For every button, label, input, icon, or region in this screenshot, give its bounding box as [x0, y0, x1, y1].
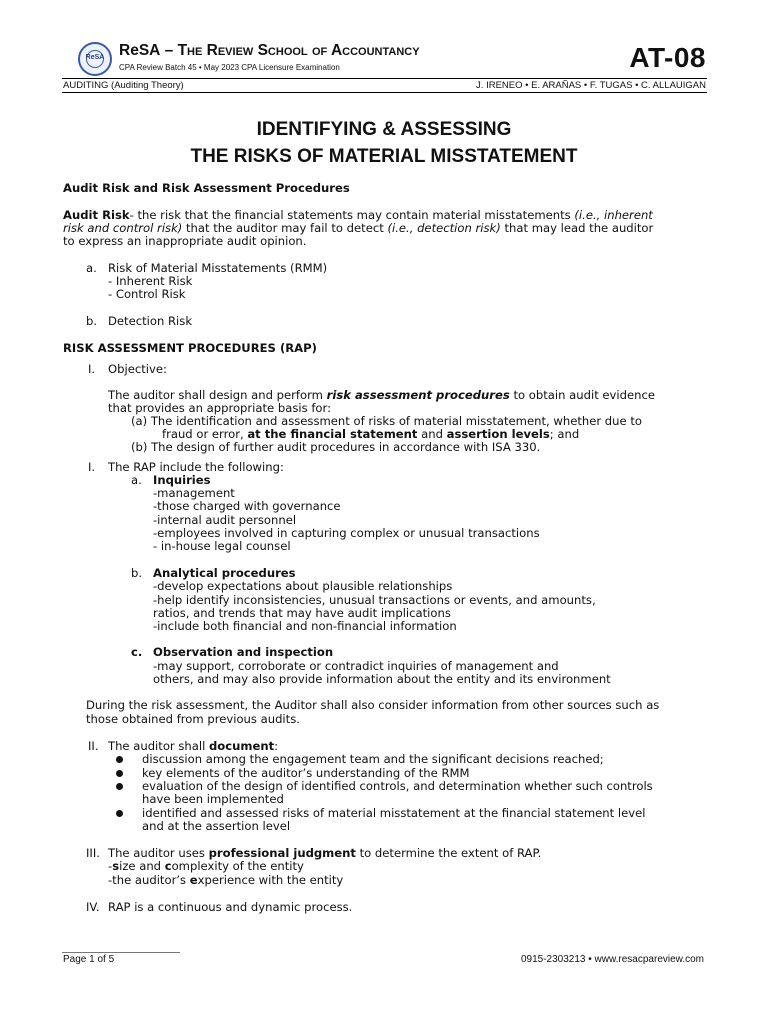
inquiries-item: -those charged with governance — [153, 499, 341, 513]
section-heading-audit-risk: Audit Risk and Risk Assessment Procedures — [63, 181, 350, 195]
doc-intro-colon: : — [274, 739, 279, 753]
during-assessment-line-1: During the risk assessment, the Auditor shall also consider information from other sources such as — [86, 698, 660, 712]
analytical-item: -help identify inconsistencies, unusual transactions or events, and amounts, — [153, 593, 596, 607]
document-bullet-item: evaluation of the design of identified controls, and determination whether such controls — [142, 779, 653, 793]
page-number: Page 1 of 5 — [63, 954, 115, 965]
subject-label: AUDITING (Auditing Theory) — [63, 80, 184, 91]
def-italic-3: (i.e., detection risk) — [387, 221, 501, 235]
title-line-1: IDENTIFYING & ASSESSING — [256, 119, 512, 140]
observation-marker: c. — [131, 645, 143, 659]
document-marker: II. — [88, 739, 99, 753]
doc-intro-text: The auditor shall — [108, 739, 209, 753]
judgment-marker: III. — [86, 846, 100, 860]
resa-logo — [78, 42, 112, 76]
item-a-rmm: Risk of Material Misstatements (RMM) — [108, 261, 328, 275]
judgment-sub-experience — [108, 874, 343, 887]
document-bullet-continuation: and at the assertion level — [142, 819, 291, 833]
section-heading-rap: RISK ASSESSMENT PROCEDURES (RAP) — [63, 341, 317, 355]
document-bullet-item: key elements of the auditor’s understanding of the RMM — [142, 766, 470, 780]
pj-bold: professional judgment — [208, 846, 356, 860]
def-italic-2: risk and control risk) — [63, 221, 183, 235]
obj-bold-rap: risk assessment procedures — [326, 388, 510, 402]
iv-text: RAP is a continuous and dynamic process. — [108, 900, 353, 914]
analytical-marker: b. — [131, 566, 143, 580]
obj-a2-text: fraud or error, — [162, 427, 248, 441]
document-bullet-item: identified and assessed risks of material misstatement at the financial statement level — [142, 806, 646, 820]
inquiries-item: -employees involved in capturing complex or unusual transactions — [153, 526, 540, 540]
pj-sub1-dash: - — [108, 859, 113, 873]
pj-sub2-end: xperience with the entity — [197, 873, 344, 887]
bullet-icon — [116, 783, 123, 790]
objective-item-a-line-1: (a) The identification and assessment of risks of material misstatement, whether due to — [131, 414, 642, 428]
rap-list-intro: The RAP include the following: — [108, 460, 284, 474]
school-name-rest: – The Review School of Accountancy — [160, 42, 420, 59]
header-rule-bottom — [62, 92, 707, 93]
pj-text-a: The auditor uses — [108, 846, 209, 860]
school-brand: ReSA — [119, 42, 161, 59]
logo-text: ReSA — [85, 54, 105, 61]
analytical-item: -include both financial and non-financial information — [153, 619, 457, 633]
inquiries-title: Inquiries — [153, 473, 211, 487]
doc-intro-bold: document — [209, 739, 275, 753]
header-rule-top — [62, 78, 707, 79]
obj-a2-bold-fs: at the financial statement — [247, 427, 418, 441]
analytical-item: -develop expectations about plausible relationships — [153, 579, 453, 593]
audit-risk-term: Audit Risk — [63, 208, 130, 222]
pj-sub1-c: c — [164, 859, 172, 873]
bullet-icon — [116, 810, 123, 817]
analytical-title: Analytical procedures — [153, 566, 296, 580]
item-a-marker: a. — [86, 261, 97, 275]
pj-sub1-end: omplexity of the entity — [171, 859, 304, 873]
observation-item: -may support, corroborate or contradict inquiries of management and — [153, 659, 559, 673]
bullet-icon — [116, 756, 123, 763]
during-assessment-line-2: those obtained from previous audits. — [86, 712, 300, 726]
objective-item-b: (b) The design of further audit procedures in accordance with ISA 330. — [131, 440, 541, 454]
obj-a2-bold-al: assertion levels — [446, 427, 550, 441]
objective-para-line-2: that provides an appropriate basis for: — [108, 401, 331, 415]
obj-text-b: to obtain audit evidence — [509, 388, 655, 402]
pj-sub1-s: s — [112, 859, 120, 873]
observation-item: others, and may also provide information about the entity and its environment — [153, 672, 611, 686]
obj-text-a: The auditor shall design and perform — [108, 388, 327, 402]
footer-contact: 0915-2303213 • www.resacpareview.com — [520, 954, 704, 965]
objective-marker: I. — [88, 362, 96, 376]
item-a-inherent-risk: - Inherent Risk — [108, 274, 193, 288]
observation-title: Observation and inspection — [153, 645, 334, 659]
authors-label: J. IRENEO • E. ARAÑAS • F. TUGAS • C. ALLAUIGAN — [476, 80, 706, 91]
inquiries-marker: a. — [131, 473, 142, 487]
title-line-2: THE RISKS OF MATERIAL MISSTATEMENT — [190, 146, 578, 167]
def-text-1: - the risk that the financial statements may contain material misstatements — [129, 208, 575, 222]
document-bullet-continuation: have been implemented — [142, 792, 284, 806]
pj-sub2-e: e — [189, 873, 198, 887]
document-code: AT-08 — [629, 42, 706, 73]
def-italic-1: (i.e., inherent — [574, 208, 653, 222]
inquiries-item: -management — [153, 486, 235, 500]
obj-a2-end: ; and — [549, 427, 580, 441]
item-a-control-risk: - Control Risk — [108, 287, 186, 301]
analytical-item: ratios, and trends that may have audit implications — [153, 606, 451, 620]
def-text-2: that the auditor may fail to detect — [182, 221, 388, 235]
obj-a2-and: and — [417, 427, 447, 441]
iv-marker: IV. — [86, 900, 100, 914]
item-b-marker: b. — [86, 314, 98, 328]
objective-label: Objective: — [108, 362, 167, 376]
pj-sub2-text: -the auditor’s — [108, 873, 190, 887]
bullet-icon — [116, 770, 123, 777]
document-bullet-item: discussion among the engagement team and the significant decisions reached; — [142, 752, 604, 766]
pj-sub1-text: ize and — [119, 859, 165, 873]
item-b-detection-risk: Detection Risk — [108, 314, 193, 328]
inquiries-item: - in-house legal counsel — [153, 539, 291, 553]
footer-rule — [62, 952, 180, 953]
pj-text-b: to determine the extent of RAP. — [355, 846, 542, 860]
batch-line: CPA Review Batch 45 • May 2023 CPA Licensure Examination — [119, 63, 340, 72]
rap-list-marker: I. — [88, 460, 96, 474]
school-name — [119, 42, 420, 60]
inquiries-item: -internal audit personnel — [153, 513, 297, 527]
audit-risk-definition-line-3: to express an inappropriate audit opinion. — [63, 234, 307, 248]
def-text-3: that may lead the auditor — [500, 221, 654, 235]
judgment-sub-size — [108, 860, 304, 873]
